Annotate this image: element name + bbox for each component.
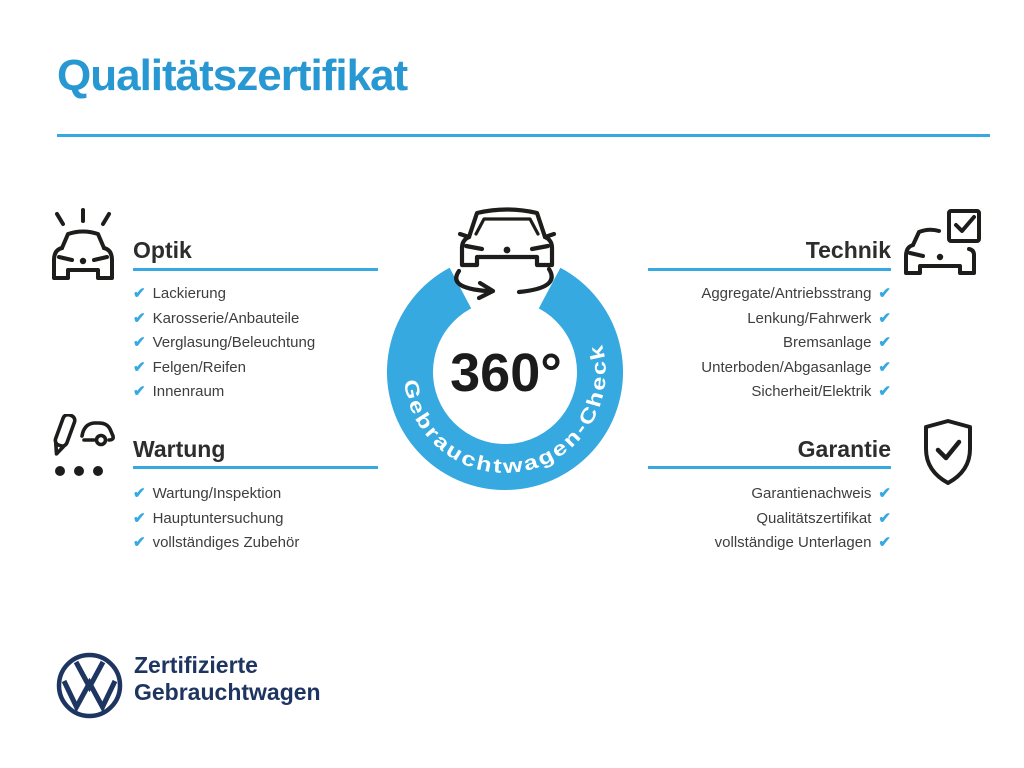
section-underline-optik — [133, 268, 378, 271]
car-shine-icon — [47, 208, 119, 286]
list-item-label: Lenkung/Fahrwerk — [747, 309, 872, 327]
wartung-checklist — [133, 486, 378, 551]
page-title: Qualitätszertifikat — [57, 51, 408, 100]
check-icon: ✔ — [133, 334, 146, 352]
list-item-label: Verglasung/Beleuchtung — [152, 334, 316, 352]
check-icon: ✔ — [878, 334, 891, 352]
check-icon: ✔ — [133, 285, 146, 302]
section-heading-garantie: Garantie — [797, 436, 891, 462]
section-underline-technik — [648, 268, 891, 271]
check-icon: ✔ — [133, 358, 146, 376]
section-heading-wartung: Wartung — [133, 436, 226, 462]
section-heading-optik: Optik — [133, 237, 192, 263]
list-item-label: vollständiges Zubehör — [152, 534, 300, 552]
section-underline-wartung — [133, 466, 378, 469]
list-item-label: Aggregate/Antriebsstrang — [701, 285, 872, 302]
list-item — [648, 384, 891, 400]
shield-check-icon — [920, 417, 976, 487]
check-icon: ✔ — [878, 383, 891, 401]
check-icon: ✔ — [133, 534, 146, 552]
list-item-label: Felgen/Reifen — [152, 358, 246, 376]
section-underline-garantie — [648, 466, 891, 469]
technik-checklist — [648, 286, 891, 400]
check-icon: ✔ — [878, 309, 891, 327]
list-item-label: Wartung/Inspektion — [152, 485, 282, 502]
list-item — [648, 486, 891, 502]
list-item-label: Karosserie/Anbauteile — [152, 309, 300, 327]
brand-text — [134, 652, 321, 706]
list-item — [133, 384, 378, 400]
list-item-label: Lackierung — [152, 285, 226, 302]
check-icon: ✔ — [878, 509, 891, 527]
list-item-label: Unterboden/Abgasanlage — [701, 358, 872, 376]
list-item-label: Sicherheit/Elektrik — [751, 383, 872, 401]
service-record-icon — [44, 414, 116, 480]
list-item-label: Qualitätszertifikat — [756, 509, 872, 527]
list-item — [648, 286, 891, 302]
list-item — [648, 535, 891, 551]
list-item-label: Innenraum — [152, 383, 225, 401]
car-checkbox-icon — [903, 207, 983, 279]
list-item-label: Hauptuntersuchung — [152, 509, 284, 527]
check-icon: ✔ — [878, 358, 891, 376]
header-divider — [57, 134, 990, 137]
list-item-label: Garantienachweis — [751, 485, 872, 502]
garantie-checklist — [648, 486, 891, 551]
check-icon: ✔ — [133, 383, 146, 401]
brand-line2: Gebrauchtwagen — [134, 679, 321, 705]
list-item — [133, 486, 378, 502]
list-item — [648, 360, 891, 376]
check-icon: ✔ — [878, 485, 891, 502]
list-item — [648, 511, 891, 527]
gebrauchtwagen-check-badge — [365, 185, 645, 505]
section-heading-technik: Technik — [805, 237, 891, 263]
check-icon: ✔ — [133, 309, 146, 327]
list-item — [133, 311, 378, 327]
list-item-label: Bremsanlage — [783, 334, 872, 352]
list-item — [133, 535, 378, 551]
list-item — [648, 311, 891, 327]
list-item-label: vollständige Unterlagen — [714, 534, 872, 552]
list-item — [133, 335, 378, 351]
list-item — [648, 335, 891, 351]
degrees-label: 360° — [450, 343, 562, 403]
check-icon: ✔ — [878, 285, 891, 302]
check-icon: ✔ — [133, 509, 146, 527]
brand-line1: Zertifizierte — [134, 652, 258, 678]
optik-checklist — [133, 286, 378, 400]
car-rotation-icon — [456, 210, 554, 299]
check-icon: ✔ — [133, 485, 146, 502]
check-icon: ✔ — [878, 534, 891, 552]
list-item — [133, 286, 378, 302]
list-item — [133, 360, 378, 376]
list-item — [133, 511, 378, 527]
ring-label: Gebrauchtwagen-Check — [398, 344, 612, 479]
vw-logo — [55, 651, 124, 720]
